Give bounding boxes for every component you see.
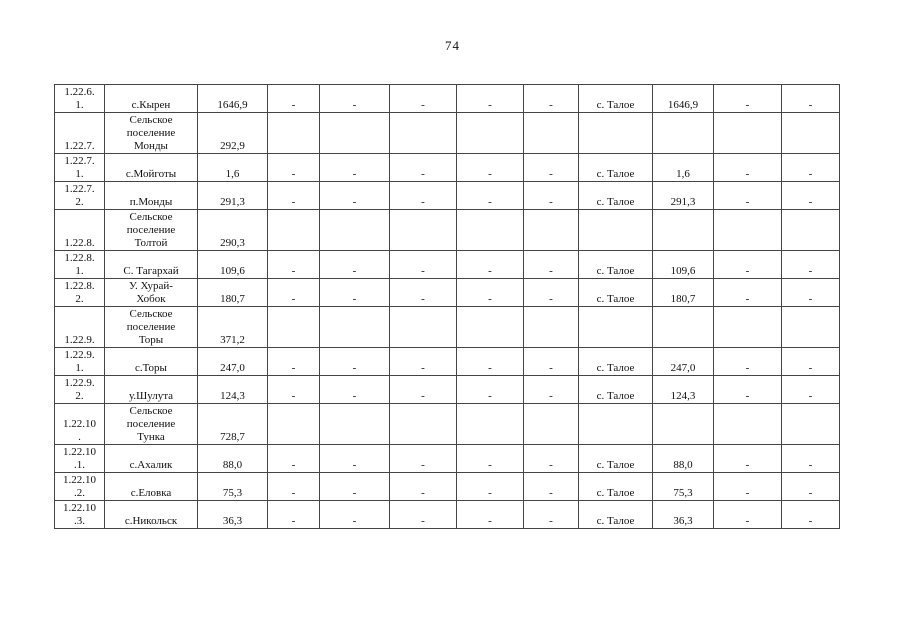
cell-value: 180,7 xyxy=(198,279,268,307)
cell-name-line: С. Тагархай xyxy=(123,265,179,277)
cell-col8: - xyxy=(524,473,579,501)
cell-col6 xyxy=(390,210,457,251)
cell-col12: - xyxy=(782,154,840,182)
cell-name-line: Сельское xyxy=(129,308,173,320)
cell-name xyxy=(105,307,198,348)
cell-code xyxy=(55,279,105,307)
cell-name xyxy=(105,348,198,376)
cell-code-line: .1. xyxy=(74,459,85,471)
cell-value2: 124,3 xyxy=(653,376,714,404)
cell-col12: - xyxy=(782,182,840,210)
cell-value: 292,9 xyxy=(198,113,268,154)
cell-col4: - xyxy=(268,154,320,182)
cell-code-line: 1.22.10 xyxy=(63,474,96,486)
cell-col7: - xyxy=(457,251,524,279)
cell-col5: - xyxy=(320,501,390,529)
cell-col11 xyxy=(714,113,782,154)
table-row xyxy=(55,85,840,113)
cell-name-line: Хобок xyxy=(136,293,166,305)
cell-name xyxy=(105,210,198,251)
cell-name xyxy=(105,113,198,154)
cell-name-line: с.Еловка xyxy=(130,487,172,499)
table-row xyxy=(55,445,840,473)
cell-col8: - xyxy=(524,251,579,279)
cell-name-line: Толтой xyxy=(134,237,168,249)
cell-code xyxy=(55,251,105,279)
cell-value2: 247,0 xyxy=(653,348,714,376)
cell-name-line: Сельское xyxy=(129,114,173,126)
cell-name xyxy=(105,182,198,210)
cell-name xyxy=(105,404,198,445)
cell-name-line: у.Шулута xyxy=(128,390,174,402)
cell-col4: - xyxy=(268,251,320,279)
cell-name xyxy=(105,473,198,501)
cell-code-line: 1. xyxy=(75,99,84,111)
table-row xyxy=(55,279,840,307)
cell-code-line: 1.22.10 xyxy=(63,446,96,458)
cell-col4: - xyxy=(268,445,320,473)
cell-code-line: 1.22.10 xyxy=(63,418,96,430)
cell-col12 xyxy=(782,210,840,251)
cell-col7: - xyxy=(457,85,524,113)
page-number: 74 xyxy=(445,38,460,53)
cell-col11 xyxy=(714,404,782,445)
cell-col4: - xyxy=(268,279,320,307)
cell-col11 xyxy=(714,307,782,348)
cell-value: 290,3 xyxy=(198,210,268,251)
cell-name-line: с.Ахалик xyxy=(129,459,173,471)
cell-name xyxy=(105,251,198,279)
cell-col7: - xyxy=(457,279,524,307)
cell-col6: - xyxy=(390,445,457,473)
cell-name xyxy=(105,445,198,473)
cell-place xyxy=(579,307,653,348)
cell-value2 xyxy=(653,113,714,154)
cell-col5: - xyxy=(320,85,390,113)
cell-col12: - xyxy=(782,85,840,113)
cell-place: с. Талое xyxy=(579,85,653,113)
cell-col8 xyxy=(524,404,579,445)
cell-col5 xyxy=(320,307,390,348)
cell-code-line: 1.22.8. xyxy=(64,237,95,249)
cell-col12: - xyxy=(782,251,840,279)
cell-col7 xyxy=(457,210,524,251)
cell-code-line: 1.22.8. xyxy=(64,252,95,264)
cell-name-line: с.Никольск xyxy=(124,515,178,527)
cell-col7 xyxy=(457,113,524,154)
cell-col5: - xyxy=(320,473,390,501)
cell-col8: - xyxy=(524,85,579,113)
cell-col4: - xyxy=(268,501,320,529)
cell-place: с. Талое xyxy=(579,473,653,501)
cell-name-line: с.Кырен xyxy=(131,99,171,111)
cell-code-line: 1.22.7. xyxy=(64,140,95,152)
cell-col11: - xyxy=(714,279,782,307)
cell-col8: - xyxy=(524,445,579,473)
cell-value: 247,0 xyxy=(198,348,268,376)
cell-code-line: 2. xyxy=(75,390,84,402)
cell-code xyxy=(55,445,105,473)
cell-col12 xyxy=(782,404,840,445)
cell-col6: - xyxy=(390,501,457,529)
cell-place: с. Талое xyxy=(579,154,653,182)
cell-code xyxy=(55,85,105,113)
cell-code-line: 1.22.9. xyxy=(64,349,95,361)
cell-name-line: Монды xyxy=(134,140,168,152)
cell-code-line: .3. xyxy=(74,515,85,527)
cell-value2 xyxy=(653,404,714,445)
cell-col11: - xyxy=(714,85,782,113)
cell-col11: - xyxy=(714,154,782,182)
table-body xyxy=(55,85,840,529)
cell-place: с. Талое xyxy=(579,348,653,376)
cell-col8: - xyxy=(524,501,579,529)
cell-name xyxy=(105,85,198,113)
cell-value2: 88,0 xyxy=(653,445,714,473)
cell-col4: - xyxy=(268,85,320,113)
cell-col6: - xyxy=(390,473,457,501)
cell-code-line: 1.22.6. xyxy=(64,86,95,98)
cell-col6: - xyxy=(390,182,457,210)
cell-col7: - xyxy=(457,376,524,404)
cell-code-line: 1. xyxy=(75,265,84,277)
table-row xyxy=(55,307,840,348)
cell-col12: - xyxy=(782,501,840,529)
cell-name-line: с.Торы xyxy=(135,362,167,374)
cell-col6: - xyxy=(390,154,457,182)
cell-col12 xyxy=(782,113,840,154)
cell-col11: - xyxy=(714,348,782,376)
cell-col6 xyxy=(390,307,457,348)
cell-value: 36,3 xyxy=(198,501,268,529)
cell-name-line: Сельское xyxy=(129,211,173,223)
cell-col7: - xyxy=(457,501,524,529)
cell-value: 109,6 xyxy=(198,251,268,279)
cell-col12: - xyxy=(782,279,840,307)
cell-code xyxy=(55,113,105,154)
cell-col7 xyxy=(457,307,524,348)
cell-col4: - xyxy=(268,348,320,376)
cell-place: с. Талое xyxy=(579,279,653,307)
data-table xyxy=(54,84,840,529)
cell-col5 xyxy=(320,113,390,154)
cell-col8 xyxy=(524,210,579,251)
table-row xyxy=(55,348,840,376)
cell-col11: - xyxy=(714,251,782,279)
table-row xyxy=(55,473,840,501)
table-row xyxy=(55,404,840,445)
cell-name-line: У. Хурай- xyxy=(129,280,173,292)
cell-value2: 109,6 xyxy=(653,251,714,279)
cell-col12: - xyxy=(782,348,840,376)
table-row xyxy=(55,251,840,279)
cell-value2 xyxy=(653,307,714,348)
cell-code-line: 1.22.9. xyxy=(64,377,95,389)
cell-code xyxy=(55,154,105,182)
cell-value2 xyxy=(653,210,714,251)
cell-place xyxy=(579,113,653,154)
cell-col7: - xyxy=(457,473,524,501)
cell-name-line: с.Мойготы xyxy=(125,168,177,180)
cell-value: 728,7 xyxy=(198,404,268,445)
cell-value: 75,3 xyxy=(198,473,268,501)
cell-col6: - xyxy=(390,376,457,404)
cell-col12 xyxy=(782,307,840,348)
cell-name-line: поселение xyxy=(126,418,176,430)
cell-place: с. Талое xyxy=(579,445,653,473)
cell-col12: - xyxy=(782,445,840,473)
cell-code xyxy=(55,404,105,445)
cell-value: 1,6 xyxy=(198,154,268,182)
cell-col5 xyxy=(320,404,390,445)
cell-col5: - xyxy=(320,348,390,376)
cell-col5: - xyxy=(320,279,390,307)
cell-col6: - xyxy=(390,348,457,376)
cell-col4 xyxy=(268,210,320,251)
cell-place: с. Талое xyxy=(579,182,653,210)
table-row xyxy=(55,154,840,182)
cell-col11: - xyxy=(714,182,782,210)
cell-col4 xyxy=(268,307,320,348)
cell-col7: - xyxy=(457,182,524,210)
cell-code-line: 1.22.7. xyxy=(64,155,95,167)
cell-place xyxy=(579,404,653,445)
cell-col12: - xyxy=(782,376,840,404)
cell-col12: - xyxy=(782,473,840,501)
cell-code-line: 1.22.8. xyxy=(64,280,95,292)
cell-col5 xyxy=(320,210,390,251)
cell-col8: - xyxy=(524,279,579,307)
cell-col11: - xyxy=(714,376,782,404)
cell-value2: 75,3 xyxy=(653,473,714,501)
cell-col8: - xyxy=(524,154,579,182)
cell-col5: - xyxy=(320,182,390,210)
cell-name xyxy=(105,501,198,529)
cell-code-line: .2. xyxy=(74,487,85,499)
cell-code-line: 2. xyxy=(75,293,84,305)
cell-value2: 1,6 xyxy=(653,154,714,182)
cell-col8: - xyxy=(524,348,579,376)
cell-col7: - xyxy=(457,348,524,376)
cell-col11: - xyxy=(714,473,782,501)
cell-col6: - xyxy=(390,251,457,279)
cell-value: 124,3 xyxy=(198,376,268,404)
cell-col7: - xyxy=(457,154,524,182)
table-row xyxy=(55,113,840,154)
cell-code-line: 1.22.9. xyxy=(64,334,95,346)
cell-name xyxy=(105,154,198,182)
cell-col7: - xyxy=(457,445,524,473)
cell-name-line: Сельское xyxy=(129,405,173,417)
cell-col11: - xyxy=(714,445,782,473)
cell-col6 xyxy=(390,404,457,445)
cell-code xyxy=(55,473,105,501)
cell-code-line: . xyxy=(78,431,81,443)
cell-code-line: 1. xyxy=(75,362,84,374)
cell-value: 1646,9 xyxy=(198,85,268,113)
cell-code xyxy=(55,376,105,404)
cell-col11 xyxy=(714,210,782,251)
cell-value2: 180,7 xyxy=(653,279,714,307)
cell-code xyxy=(55,348,105,376)
cell-name-line: поселение xyxy=(126,127,176,139)
cell-code xyxy=(55,210,105,251)
cell-name xyxy=(105,376,198,404)
cell-code xyxy=(55,182,105,210)
cell-value2: 1646,9 xyxy=(653,85,714,113)
cell-col5: - xyxy=(320,154,390,182)
cell-value2: 36,3 xyxy=(653,501,714,529)
cell-value: 88,0 xyxy=(198,445,268,473)
cell-col6: - xyxy=(390,279,457,307)
cell-place: с. Талое xyxy=(579,376,653,404)
cell-place xyxy=(579,210,653,251)
cell-code-line: 1.22.10 xyxy=(63,502,96,514)
cell-col4: - xyxy=(268,376,320,404)
cell-col8 xyxy=(524,113,579,154)
cell-col4 xyxy=(268,404,320,445)
cell-col7 xyxy=(457,404,524,445)
table-row xyxy=(55,182,840,210)
cell-code xyxy=(55,501,105,529)
cell-name-line: Торы xyxy=(138,334,164,346)
cell-value2: 291,3 xyxy=(653,182,714,210)
cell-col8 xyxy=(524,307,579,348)
cell-col5: - xyxy=(320,251,390,279)
cell-place: с. Талое xyxy=(579,501,653,529)
cell-col4: - xyxy=(268,473,320,501)
table-row xyxy=(55,501,840,529)
cell-col6 xyxy=(390,113,457,154)
cell-col4 xyxy=(268,113,320,154)
cell-place: с. Талое xyxy=(579,251,653,279)
table-row xyxy=(55,376,840,404)
cell-name-line: Тунка xyxy=(137,431,165,443)
cell-name-line: поселение xyxy=(126,321,176,333)
cell-value: 371,2 xyxy=(198,307,268,348)
cell-code-line: 2. xyxy=(75,196,84,208)
cell-col8: - xyxy=(524,182,579,210)
cell-name-line: поселение xyxy=(126,224,176,236)
cell-value: 291,3 xyxy=(198,182,268,210)
cell-name-line: п.Монды xyxy=(129,196,173,208)
cell-col8: - xyxy=(524,376,579,404)
cell-name xyxy=(105,279,198,307)
cell-col6: - xyxy=(390,85,457,113)
cell-code-line: 1. xyxy=(75,168,84,180)
cell-code xyxy=(55,307,105,348)
cell-col11: - xyxy=(714,501,782,529)
cell-col5: - xyxy=(320,376,390,404)
cell-col5: - xyxy=(320,445,390,473)
cell-code-line: 1.22.7. xyxy=(64,183,95,195)
table-row xyxy=(55,210,840,251)
cell-col4: - xyxy=(268,182,320,210)
